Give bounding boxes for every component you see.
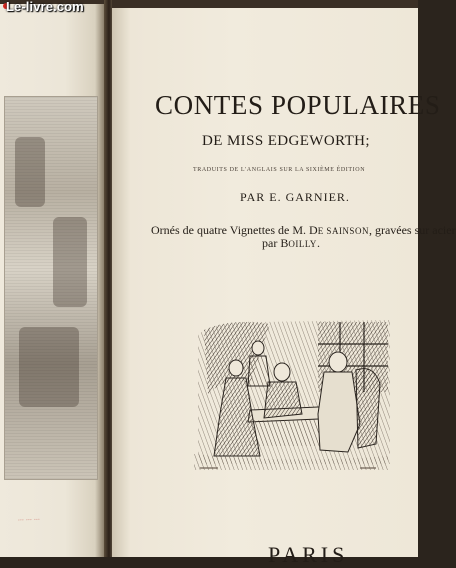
- vignette-engraving: [190, 314, 390, 470]
- engraver-name: OILLY: [288, 239, 317, 249]
- title-page: [112, 0, 418, 557]
- vignette-signature: [360, 467, 376, 469]
- engraver-prefix: par: [262, 236, 281, 250]
- engraver-line: [262, 236, 320, 251]
- left-page: [0, 0, 108, 557]
- illustrations-prefix: Ornés de quatre Vignettes de M.: [151, 223, 310, 237]
- book-author-line: DE MISS EDGEWORTH;: [202, 133, 370, 149]
- vignette-signature: [200, 467, 218, 469]
- translator-line: PAR E. GARNIER.: [240, 190, 350, 204]
- frontispiece-figure: [19, 327, 79, 407]
- engraver-suffix: .: [316, 236, 320, 250]
- artist-name: E SAINSON: [317, 226, 369, 236]
- book-title: CONTES POPULAIRES: [155, 90, 441, 120]
- engraver-initial: B: [280, 236, 289, 250]
- frontispiece-image: [4, 96, 98, 480]
- illustrations-suffix: , gravées sur acier: [368, 223, 456, 237]
- frontispiece-figure: [53, 217, 87, 307]
- top-edge-shadow: [112, 0, 418, 8]
- watermark-text: Le-livre.com: [6, 0, 84, 14]
- translation-note: TRADUITS DE L'ANGLAIS SUR LA SIXIÈME ÉDITION: [193, 167, 366, 173]
- frontispiece-figure: [15, 137, 45, 207]
- frontispiece-caption: ... ... ...: [17, 512, 41, 523]
- artist-initial: D: [309, 223, 318, 237]
- publisher-city: PARIS: [268, 542, 349, 567]
